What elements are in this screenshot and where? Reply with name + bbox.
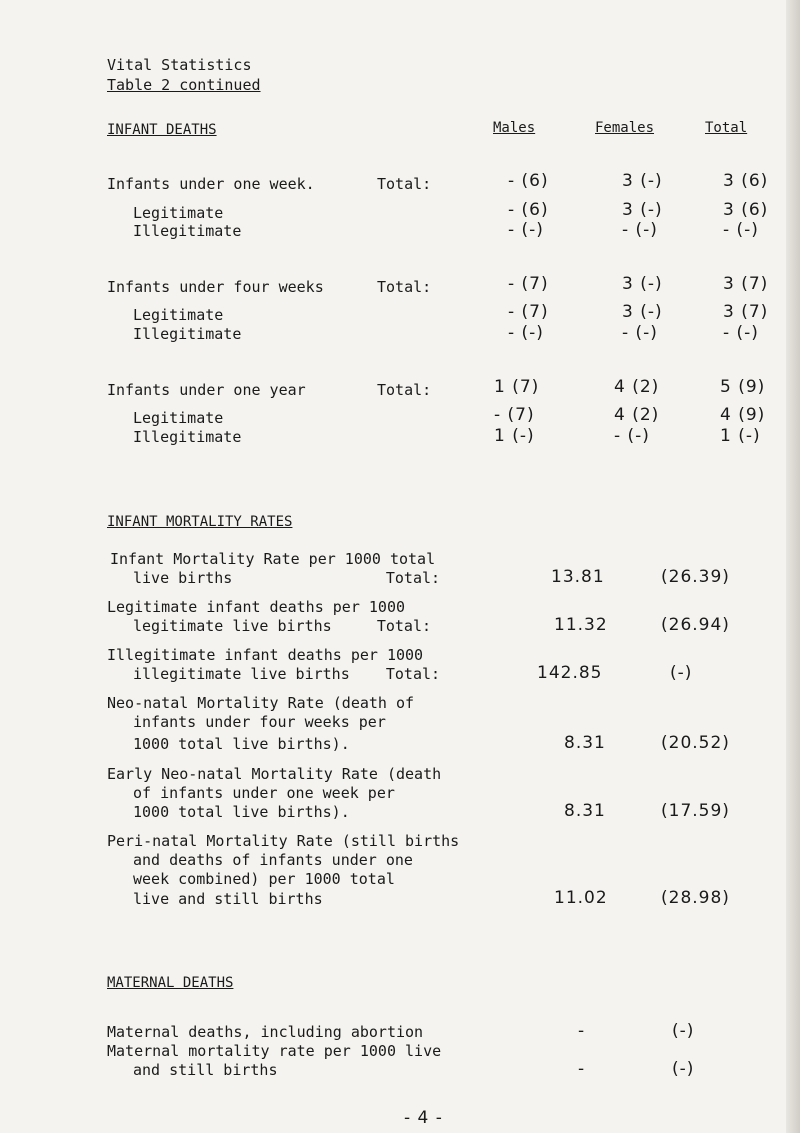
rate-label: Illegitimate infant deaths per 1000	[107, 646, 424, 664]
rate-label: of infants under one week per	[133, 784, 395, 802]
cell-males: - (7)	[494, 405, 535, 425]
cell-females: 4 (2)	[614, 377, 660, 397]
rate-label: live and still births	[133, 890, 323, 908]
rate-prev: (28.98)	[661, 888, 730, 908]
cell-total: 1 (-)	[720, 426, 761, 446]
rate-value: 13.81	[551, 567, 605, 587]
rate-value: 11.32	[554, 615, 608, 635]
cell-total: 5 (9)	[720, 377, 766, 397]
cell-females: - (-)	[622, 220, 658, 240]
total-label: Total:	[377, 175, 432, 193]
cell-total: 3 (7)	[723, 274, 769, 294]
maternal-value: -	[578, 1059, 586, 1079]
cell-total: - (-)	[723, 220, 759, 240]
total-label: Total:	[377, 381, 432, 399]
row-label: Legitimate	[133, 306, 224, 324]
rate-prev: (17.59)	[661, 801, 730, 821]
group-label: Infants under four weeks	[107, 278, 324, 296]
total-label: Total:	[377, 278, 432, 296]
rate-value: 11.02	[554, 888, 608, 908]
maternal-prev: (-)	[672, 1059, 695, 1079]
cell-total: 3 (6)	[723, 171, 769, 191]
rate-prev: (26.94)	[661, 615, 730, 635]
cell-males: - (-)	[508, 220, 544, 240]
col-total: Total	[705, 120, 748, 136]
cell-females: 3 (-)	[622, 171, 663, 191]
maternal-value: -	[578, 1021, 586, 1041]
group-label: Infants under one year	[107, 381, 306, 399]
mortality-heading: INFANT MORTALITY RATES	[107, 514, 293, 530]
row-label: Legitimate	[133, 409, 224, 427]
cell-females: - (-)	[622, 323, 658, 343]
row-label: Legitimate	[133, 204, 224, 222]
cell-total: 4 (9)	[720, 405, 766, 425]
rate-prev: (-)	[670, 663, 693, 683]
cell-total: 3 (7)	[723, 302, 769, 322]
maternal-heading: MATERNAL DEATHS	[107, 975, 234, 991]
cell-females: 3 (-)	[622, 200, 663, 220]
cell-males: - (7)	[508, 274, 549, 294]
rate-label: Peri-natal Mortality Rate (still births	[107, 832, 460, 850]
row-label: Illegitimate	[133, 222, 242, 240]
col-females: Females	[595, 120, 655, 136]
rate-prev: (20.52)	[661, 733, 730, 753]
page-edge-shadow	[786, 0, 800, 1133]
group-label: Infants under one week.	[107, 175, 315, 193]
cell-females: 4 (2)	[614, 405, 660, 425]
maternal-label: Maternal mortality rate per 1000 live	[107, 1042, 442, 1060]
rate-label: legitimate live births Total:	[133, 617, 432, 635]
rate-label: Infant Mortality Rate per 1000 total	[110, 550, 436, 568]
cell-males: - (7)	[508, 302, 549, 322]
rate-label: Legitimate infant deaths per 1000	[107, 598, 406, 616]
row-label: Illegitimate	[133, 428, 242, 446]
rate-label: illegitimate live births Total:	[133, 665, 441, 683]
maternal-label: and still births	[133, 1061, 278, 1079]
cell-total: 3 (6)	[723, 200, 769, 220]
page-number: - 4 -	[404, 1108, 443, 1128]
rate-value: 8.31	[564, 733, 606, 753]
cell-males: 1 (7)	[494, 377, 540, 397]
rate-label: 1000 total live births).	[133, 803, 350, 821]
rate-label: Neo-natal Mortality Rate (death of	[107, 694, 415, 712]
cell-total: - (-)	[723, 323, 759, 343]
cell-males: 1 (-)	[494, 426, 535, 446]
infant-deaths-heading: INFANT DEATHS	[107, 122, 217, 138]
rate-label: week combined) per 1000 total	[133, 870, 395, 888]
rate-label: live births Total:	[133, 569, 441, 587]
doc-subtitle: Table 2 continued	[107, 76, 261, 94]
maternal-prev: (-)	[672, 1021, 695, 1041]
row-label: Illegitimate	[133, 325, 242, 343]
cell-males: - (-)	[508, 323, 544, 343]
rate-prev: (26.39)	[661, 567, 730, 587]
rate-value: 142.85	[537, 663, 603, 683]
rate-label: and deaths of infants under one	[133, 851, 413, 869]
rate-label: 1000 total live births).	[133, 735, 350, 753]
maternal-label: Maternal deaths, including abortion	[107, 1023, 424, 1041]
rate-label: Early Neo-natal Mortality Rate (death	[107, 765, 442, 783]
cell-males: - (6)	[508, 200, 549, 220]
rate-value: 8.31	[564, 801, 606, 821]
cell-females: 3 (-)	[622, 302, 663, 322]
cell-females: - (-)	[614, 426, 650, 446]
rate-label: infants under four weeks per	[133, 713, 386, 731]
col-males: Males	[493, 120, 536, 136]
cell-males: - (6)	[508, 171, 549, 191]
cell-females: 3 (-)	[622, 274, 663, 294]
doc-title: Vital Statistics	[107, 56, 252, 74]
